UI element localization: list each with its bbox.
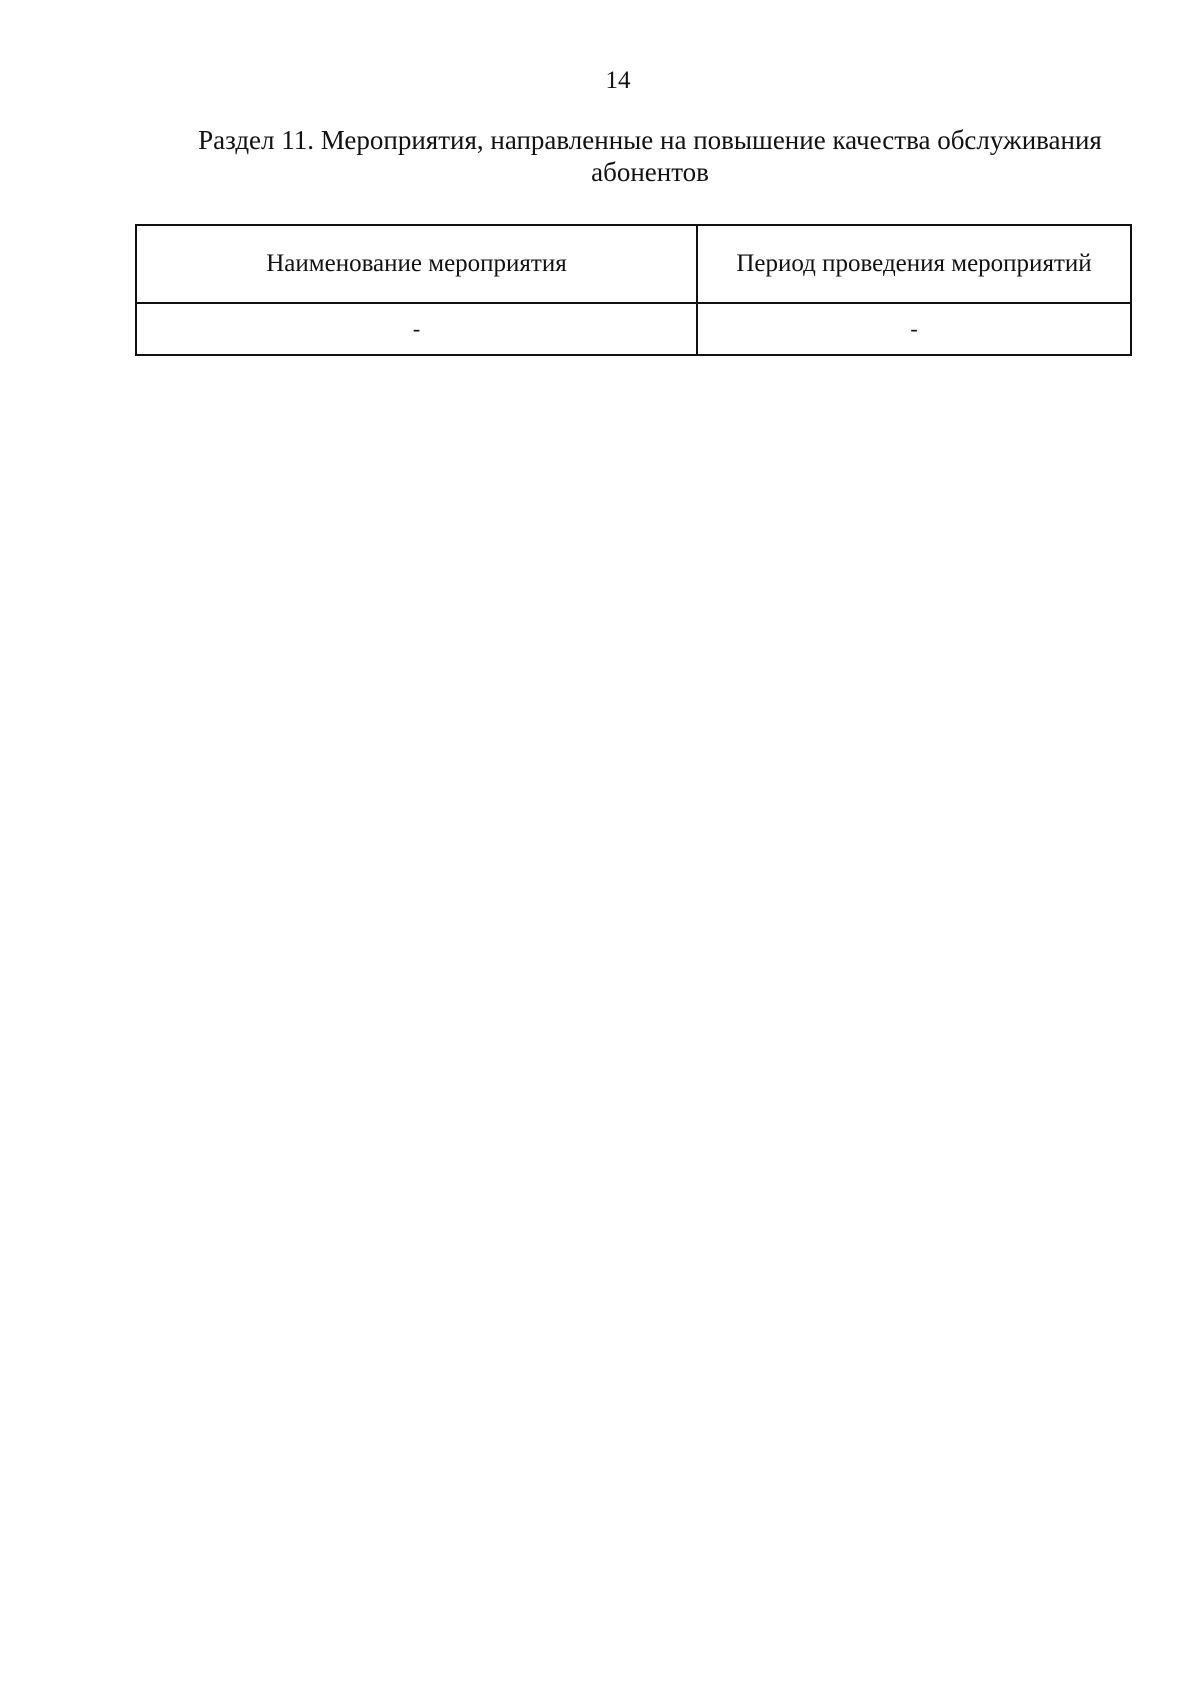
column-header-event-period: Период проведения мероприятий [697, 225, 1131, 303]
section-title-line-2: абонентов [591, 157, 709, 187]
column-header-event-name: Наименование мероприятия [136, 225, 697, 303]
events-table [135, 224, 1132, 356]
section-title [150, 124, 1150, 188]
page-number: 14 [605, 67, 631, 94]
table-cell-event-name: - [136, 303, 697, 355]
section-title-line-1: Раздел 11. Мероприятия, направленные на повышение качества обслуживания [198, 125, 1102, 155]
table-header-row [136, 225, 1131, 303]
table-cell-event-period: - [697, 303, 1131, 355]
table-row [136, 303, 1131, 355]
